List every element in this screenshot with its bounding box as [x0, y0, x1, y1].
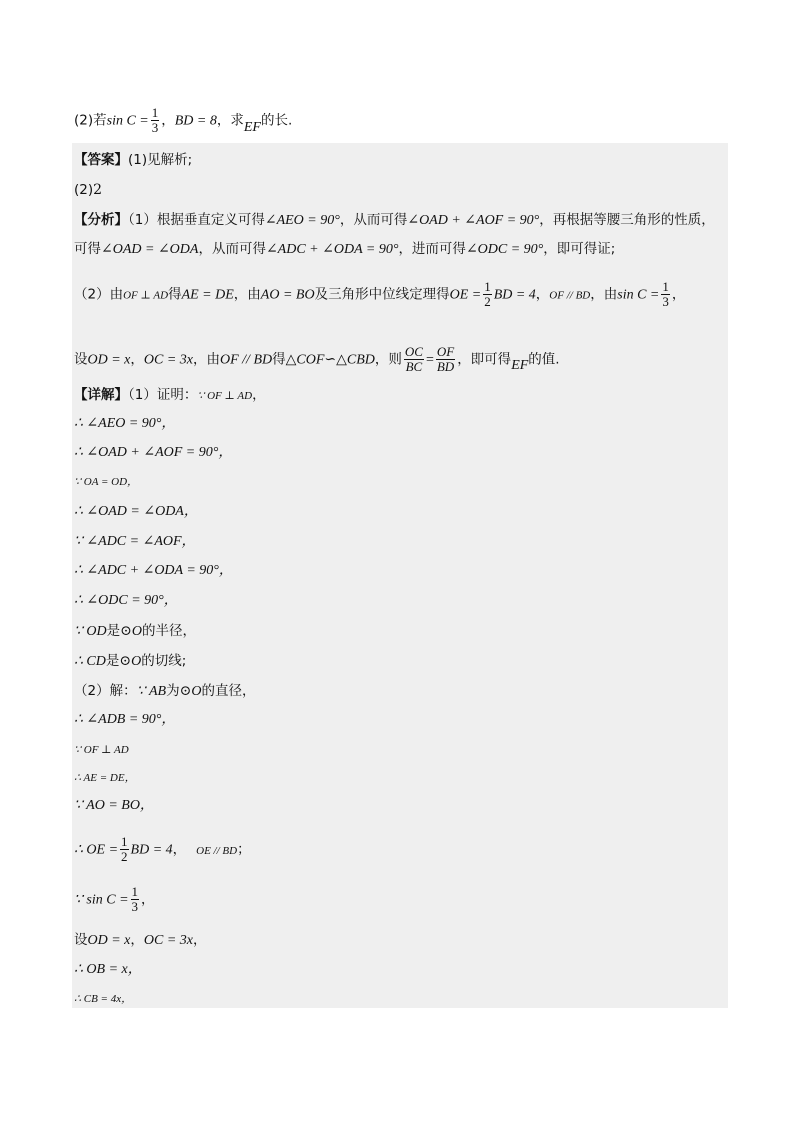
detail-step-radius: ∵ OD是⊙O的半径，: [74, 623, 196, 639]
detail-step: ∵ OF ⊥ AD: [74, 744, 129, 756]
detail-step: ∴ ∠ADC + ∠ODA = 90°，: [74, 563, 233, 578]
fraction: $\frac{1}{3}$: [131, 884, 139, 914]
fraction: $\frac{OC}{BC}$: [404, 344, 423, 374]
detail-step-tangent: ∴ CD是⊙O的切线;: [74, 653, 187, 669]
question-2: (2)若sin C = $\frac{1}{3}$ ，BD = 8，求EF的长.: [74, 105, 293, 135]
fraction: $\frac{1}{3}$: [662, 279, 669, 309]
fraction: $\frac{1}{3}$: [151, 105, 159, 135]
detail-step: ∵ AO = BO，: [74, 798, 154, 813]
fraction: $\frac{OF}{BD}$: [436, 344, 455, 374]
detail-step: ∴ ∠AEO = 90°，: [74, 416, 176, 431]
detail-step: ∴ AE = DE，: [74, 772, 136, 784]
analysis-line-1: 【分析】（1）根据垂直定义可得∠AEO = 90°，从而可得∠OAD + ∠AOF = 90°，再根据等腰三角形的性质，: [74, 212, 715, 228]
detail-step: ∵ ∠ADC = ∠AOF，: [74, 534, 196, 549]
answer-line-1: 【答案】(1)见解析;: [74, 152, 193, 168]
detail-step: ∴ ∠ODC = 90°，: [74, 593, 178, 608]
analysis-line-2: 可得∠OAD = ∠ODA，从而可得∠ADC + ∠ODA = 90°，进而可得∠ODC = 90°，即可得证;: [74, 241, 616, 257]
detail-step: ∴ ∠OAD = ∠ODA，: [74, 504, 198, 519]
analysis-line-3: （2）由OF ⊥ AD得AE = DE，由AO = BO及三角形中位线定理得OE = $\frac{1}{2}$ BD = 4，OF // BD，由sin C = $\frac{1}{3}$ ，: [74, 279, 686, 309]
detail-step: ∴ OB = x，: [74, 962, 142, 977]
answer-line-2: (2)2: [74, 182, 103, 198]
detail-step: ∴ CB = 4x，: [74, 993, 133, 1005]
analysis-line-4: 设OD = x，OC = 3x，由OF // BD得△COF∽△CBD，则 $\frac{OC}{BC}$ = $\frac{OF}{BD}$ ，即可得EF的值.: [74, 344, 560, 374]
detail-step-oe: ∴ OE = $\frac{1}{2}$ BD = 4， OE // BD；: [74, 834, 251, 864]
detail-step-sin: ∵ sin C = $\frac{1}{3}$ ，: [74, 884, 155, 914]
detail-part-2: （2）解：∵ AB为⊙O的直径，: [74, 683, 256, 699]
detail-step: ∵ OA = OD，: [74, 476, 139, 488]
fraction: $\frac{1}{2}$: [484, 279, 491, 309]
detail-step: ∴ ∠OAD + ∠AOF = 90°，: [74, 445, 233, 460]
fraction: $\frac{1}{2}$: [121, 834, 128, 864]
detail-heading: 【详解】（1）证明：∵ OF ⊥ AD，: [74, 387, 266, 403]
detail-step: ∴ ∠ADB = 90°，: [74, 712, 176, 727]
detail-step-set: 设OD = x，OC = 3x，: [74, 932, 207, 948]
